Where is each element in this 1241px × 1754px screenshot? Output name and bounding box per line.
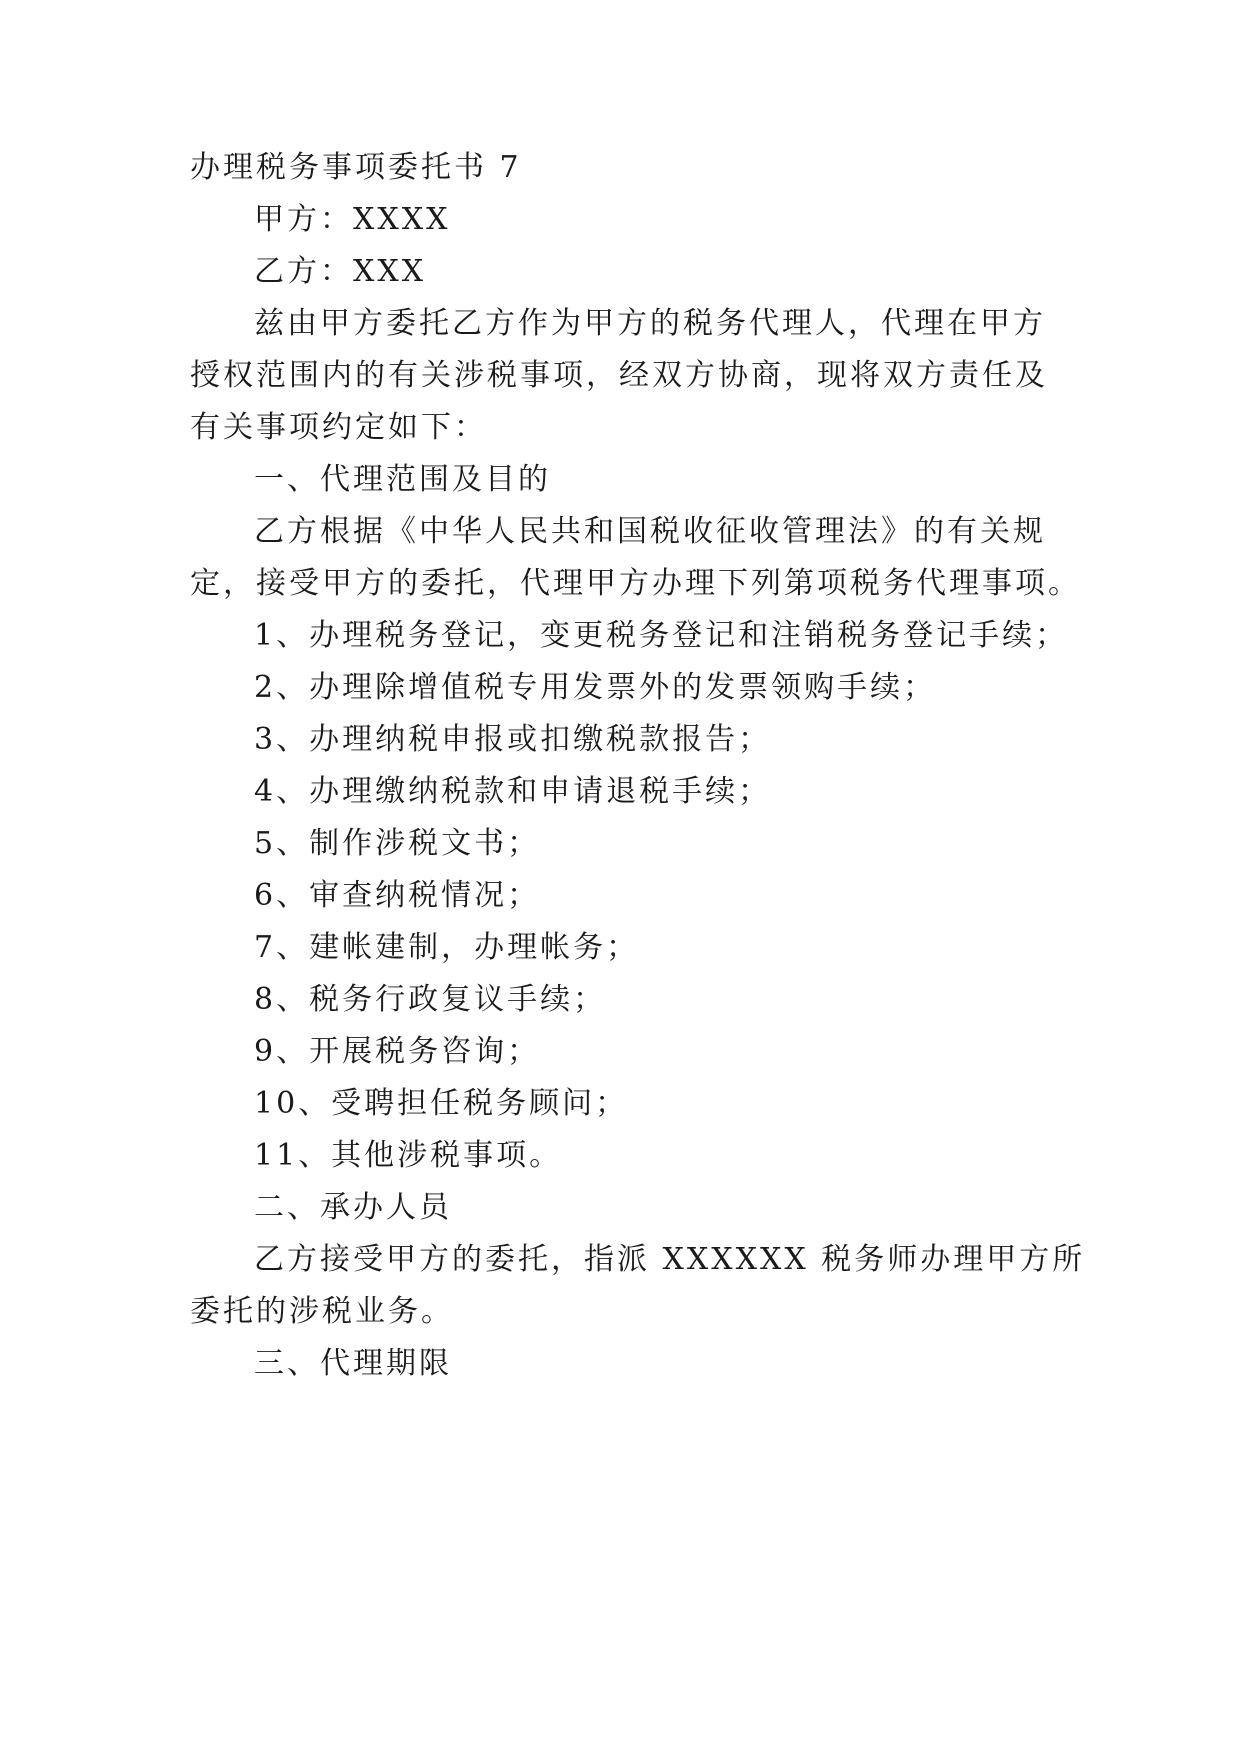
paragraph-line: 乙方接受甲方的委托，指派 XXXXXX 税务师办理甲方所 bbox=[254, 1242, 1086, 1277]
list-item: 7、建帐建制，办理帐务； bbox=[254, 930, 640, 965]
party-a: 甲方：XXXX bbox=[254, 202, 451, 237]
list-item: 2、办理除增值税专用发票外的发票领购手续； bbox=[254, 670, 937, 705]
paragraph-line: 定，接受甲方的委托，代理甲方办理下列第项税务代理事项。 bbox=[190, 566, 1081, 601]
intro-line: 授权范围内的有关涉税事项，经双方协商，现将双方责任及 bbox=[190, 358, 1048, 393]
document-title: 办理税务事项委托书 7 bbox=[190, 150, 522, 185]
list-item: 3、办理纳税申报或扣缴税款报告； bbox=[254, 722, 772, 757]
list-item: 10、受聘担任税务顾问； bbox=[254, 1086, 629, 1121]
list-item: 6、审查纳税情况； bbox=[254, 878, 541, 913]
party-b: 乙方：XXX bbox=[254, 254, 427, 289]
paragraph-line: 乙方根据《中华人民共和国税收征收管理法》的有关规 bbox=[254, 514, 1046, 549]
list-item: 1、办理税务登记，变更税务登记和注销税务登记手续； bbox=[254, 618, 1069, 653]
paragraph-line: 委托的涉税业务。 bbox=[190, 1294, 454, 1329]
list-item: 8、税务行政复议手续； bbox=[254, 982, 607, 1017]
list-item: 9、开展税务咨询； bbox=[254, 1034, 541, 1069]
list-item: 4、办理缴纳税款和申请退税手续； bbox=[254, 774, 772, 809]
section-heading: 二、承办人员 bbox=[254, 1190, 452, 1225]
list-item: 5、制作涉税文书； bbox=[254, 826, 541, 861]
list-item: 11、其他涉税事项。 bbox=[254, 1138, 563, 1173]
section-heading: 三、代理期限 bbox=[254, 1346, 452, 1381]
intro-line: 兹由甲方委托乙方作为甲方的税务代理人，代理在甲方 bbox=[254, 306, 1046, 341]
intro-line: 有关事项约定如下： bbox=[190, 410, 487, 445]
section-heading: 一、代理范围及目的 bbox=[254, 462, 551, 497]
